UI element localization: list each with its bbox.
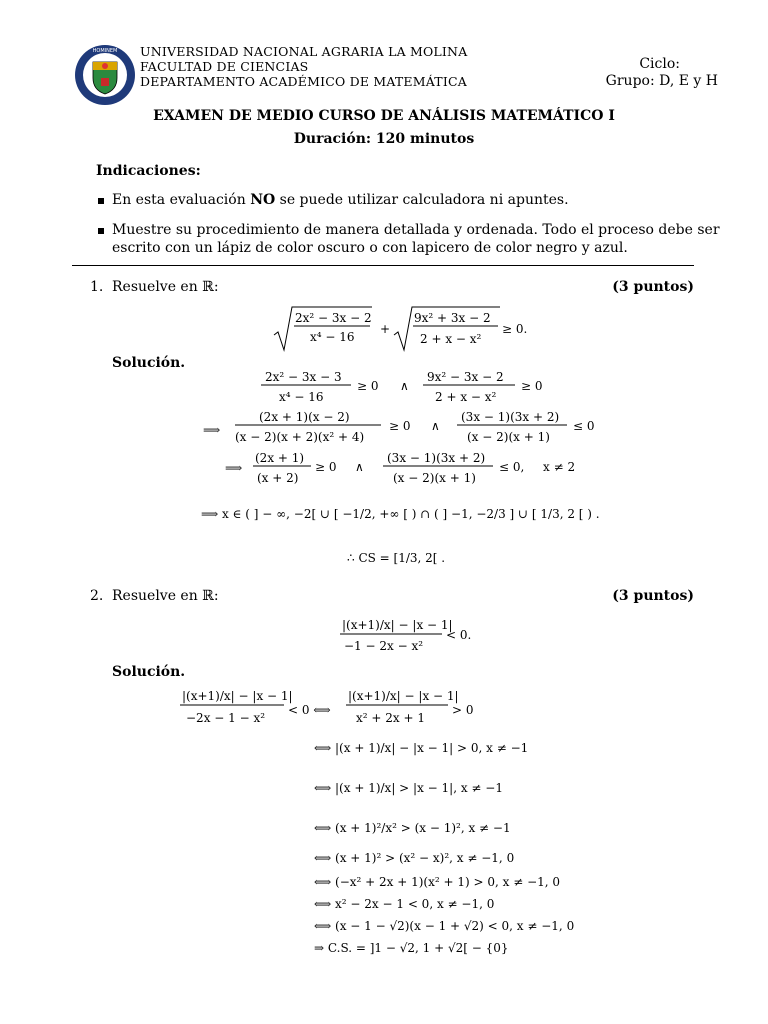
svg-text:|(x+1)/x| − |x − 1|: |(x+1)/x| − |x − 1| bbox=[182, 689, 293, 703]
svg-text:∧: ∧ bbox=[355, 460, 364, 474]
svg-text:< 0 ⟺: < 0 ⟺ bbox=[288, 703, 331, 717]
q1-solution-label: Solución. bbox=[112, 355, 186, 371]
q1-prompt: Resuelve en ℝ: bbox=[112, 279, 219, 295]
svg-text:|(x+1)/x| − |x − 1|: |(x+1)/x| − |x − 1| bbox=[348, 689, 459, 703]
bullet-icon bbox=[98, 228, 104, 234]
svg-text:∧: ∧ bbox=[400, 379, 409, 393]
svg-text:⟺ (−x² + 2x + 1)(x² + 1) > 0,: ⟺ (−x² + 2x + 1)(x² + 1) > 0, x ≠ −1, 0 bbox=[314, 875, 561, 889]
university-seal bbox=[74, 42, 136, 108]
svg-text:2 + x − x²: 2 + x − x² bbox=[435, 390, 497, 404]
header-grupo: Grupo: D, E y H bbox=[605, 73, 718, 89]
svg-text:> 0: > 0 bbox=[452, 703, 474, 717]
divider bbox=[72, 265, 694, 266]
svg-text:≥ 0: ≥ 0 bbox=[521, 379, 543, 393]
q2-points: (3 puntos) bbox=[612, 588, 694, 604]
svg-text:x⁴ − 16: x⁴ − 16 bbox=[279, 390, 324, 404]
svg-text:x⁴ − 16: x⁴ − 16 bbox=[310, 330, 355, 344]
svg-text:9x² − 3x − 2: 9x² − 3x − 2 bbox=[427, 370, 504, 384]
svg-text:x² + 2x + 1: x² + 2x + 1 bbox=[356, 711, 425, 725]
indicacion-2-line2: escrito con un lápiz de color oscuro o con lapicero de color negro y azul. bbox=[112, 240, 628, 256]
q2-solution-steps bbox=[178, 686, 648, 970]
q2-number: 2. bbox=[90, 588, 104, 604]
header-university: UNIVERSIDAD NACIONAL AGRARIA LA MOLINA bbox=[140, 44, 468, 59]
svg-text:⟺ |(x + 1)/x| > |x − 1|, x ≠: ⟺ |(x + 1)/x| > |x − 1|, x ≠ −1 bbox=[314, 781, 503, 795]
header-department: DEPARTAMENTO ACADÉMICO DE MATEMÁTICA bbox=[140, 74, 467, 89]
svg-text:|(x+1)/x| − |x − 1|: |(x+1)/x| − |x − 1| bbox=[342, 618, 453, 632]
svg-text:⟺ x² − 2x − 1 < 0, x ≠ −1, 0: ⟺ x² − 2x − 1 < 0, x ≠ −1, 0 bbox=[314, 897, 495, 911]
svg-text:(2x + 1)(x − 2): (2x + 1)(x − 2) bbox=[259, 410, 350, 424]
indicacion-2-line1: Muestre su procedimiento de manera detallada y ordenada. Todo el proceso debe ser bbox=[112, 222, 720, 238]
q2-prompt: Resuelve en ℝ: bbox=[112, 588, 219, 604]
indicaciones-heading: Indicaciones: bbox=[96, 163, 201, 179]
header-ciclo: Ciclo: bbox=[639, 56, 680, 72]
svg-text:(3x − 1)(3x + 2): (3x − 1)(3x + 2) bbox=[387, 451, 486, 465]
svg-text:9x² + 3x − 2: 9x² + 3x − 2 bbox=[414, 311, 491, 325]
svg-text:−1 − 2x − x²: −1 − 2x − x² bbox=[344, 639, 424, 653]
svg-text:⇒ C.S. = ]1 − √2, 1 + √2[ − {0: ⇒ C.S. = ]1 − √2, 1 + √2[ − {0} bbox=[314, 941, 509, 955]
svg-text:(x − 2)(x + 1): (x − 2)(x + 1) bbox=[393, 471, 476, 485]
svg-text:⟺ (x + 1)² > (x² − x)², x ≠: ⟺ (x + 1)² > (x² − x)², x ≠ −1, 0 bbox=[314, 851, 515, 865]
q1-cs: ∴ CS = [1/3, 2[ . bbox=[347, 551, 446, 565]
svg-text:≤ 0,: ≤ 0, bbox=[499, 460, 525, 474]
svg-text:2 + x − x²: 2 + x − x² bbox=[420, 332, 482, 346]
q2-inequality bbox=[336, 615, 486, 661]
svg-text:2x² − 3x − 3: 2x² − 3x − 3 bbox=[265, 370, 342, 384]
svg-text:∧: ∧ bbox=[431, 419, 440, 433]
exam-duration: Duración: 120 minutos bbox=[293, 131, 475, 147]
svg-text:≥ 0: ≥ 0 bbox=[357, 379, 379, 393]
svg-text:2x² − 3x − 2: 2x² − 3x − 2 bbox=[295, 311, 372, 325]
svg-text:(x − 2)(x + 1): (x − 2)(x + 1) bbox=[467, 430, 550, 444]
svg-text:⟺ (x − 1 − √2)(x − 1 + √2) < 0: ⟺ (x − 1 − √2)(x − 1 + √2) < 0, x ≠ −1, 0 bbox=[314, 919, 575, 933]
q1-number: 1. bbox=[90, 279, 104, 295]
svg-text:−2x − 1 − x²: −2x − 1 − x² bbox=[186, 711, 266, 725]
svg-text:⟹ x ∈ ( ] − ∞, −2[ ∪ [ −1/2, +: ⟹ x ∈ ( ] − ∞, −2[ ∪ [ −1/2, +∞ [ ) ∩ ( ] −1, −2/3 ] ∪ [ 1/3, 2 [ ) . bbox=[201, 507, 600, 521]
exam-title: EXAMEN DE MEDIO CURSO DE ANÁLISIS MATEMÁTICO I bbox=[153, 108, 615, 124]
svg-text:⟺ |(x + 1)/x| − |x − 1| > 0,: ⟺ |(x + 1)/x| − |x − 1| > 0, x ≠ −1 bbox=[314, 741, 529, 755]
bullet-icon bbox=[98, 198, 104, 204]
svg-text:HOMINEM: HOMINEM bbox=[92, 48, 118, 54]
svg-text:≥ 0: ≥ 0 bbox=[389, 419, 411, 433]
svg-text:+: + bbox=[380, 322, 391, 336]
svg-text:(2x + 1): (2x + 1) bbox=[255, 451, 305, 465]
svg-text:x ≠ 2: x ≠ 2 bbox=[543, 460, 576, 474]
q1-solution-steps bbox=[195, 364, 625, 588]
svg-text:≥ 0: ≥ 0 bbox=[315, 460, 337, 474]
svg-text:≥ 0.: ≥ 0. bbox=[502, 322, 528, 336]
svg-text:⟹: ⟹ bbox=[203, 423, 221, 437]
svg-text:< 0.: < 0. bbox=[446, 628, 472, 642]
q1-points: (3 puntos) bbox=[612, 279, 694, 295]
q1-inequality bbox=[270, 305, 540, 357]
header-faculty: FACULTAD DE CIENCIAS bbox=[140, 59, 309, 74]
svg-text:(x + 2): (x + 2) bbox=[257, 471, 299, 485]
svg-text:⟺ (x + 1)²/x² > (x − 1)², x: ⟺ (x + 1)²/x² > (x − 1)², x ≠ −1 bbox=[314, 821, 511, 835]
svg-text:⟹: ⟹ bbox=[225, 461, 243, 475]
indicacion-1: En esta evaluación NO se puede utilizar calculadora ni apuntes. bbox=[112, 192, 569, 208]
svg-text:≤ 0: ≤ 0 bbox=[573, 419, 595, 433]
q2-solution-label: Solución. bbox=[112, 664, 186, 680]
svg-text:(3x − 1)(3x + 2): (3x − 1)(3x + 2) bbox=[461, 410, 560, 424]
svg-text:(x − 2)(x + 2)(x² + 4): (x − 2)(x + 2)(x² + 4) bbox=[235, 430, 365, 444]
